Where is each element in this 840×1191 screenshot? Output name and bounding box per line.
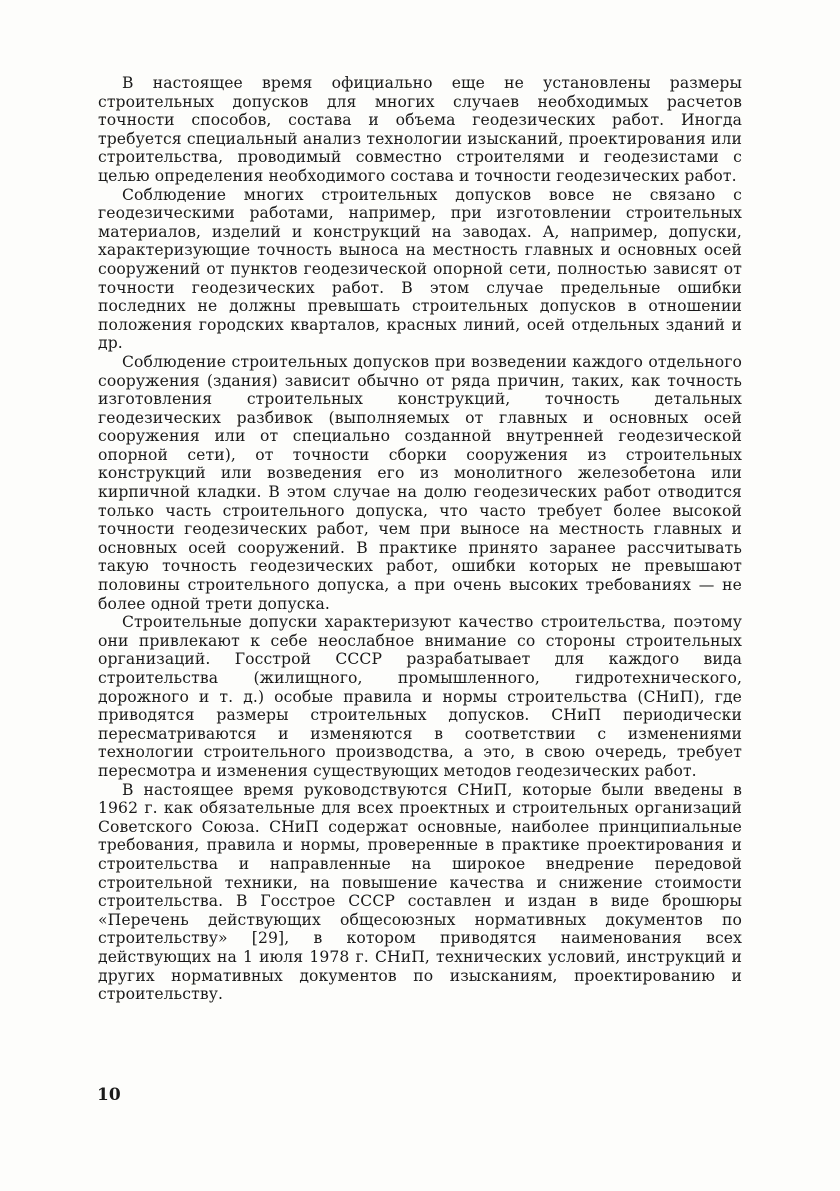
paragraph-3: Соблюдение строительных допусков при возведении каждого отдельного сооружения (здания) зависит обычно от ряда причин, таких, как точность изготовления строительных конструкций, точность детальных геодезических разбивок (выполняемых от главных и основных осей сооружения или от специально созданной внутренней геодезической опорной сети), от точности сборки сооружения из строительных конструкций или возведения его из монолитного железобетона или кирпичной кладки. В этом случае на долю геодезических работ отводится только часть строительного допуска, что часто требует более высокой точности геодезических работ, чем при выносе на местность главных и основных осей сооружений. В практике принято заранее рассчитывать такую точность геодезических работ, ошибки которых не превышают половины строительного допуска, а при очень высоких требованиях — не более одной трети допуска. (98, 352, 742, 613)
paragraph-1: В настоящее время официально еще не установлены размеры строительных допусков для многих случаев необходимых расчетов точности способов, состава и объема геодезических работ. Иногда требуется специальный анализ технологии изысканий, проектирования или строительства, проводимый совместно строителями и геодезистами с целью определения необходимого состава и точности геодезических работ. (98, 74, 742, 185)
paragraph-2: Соблюдение многих строительных допусков вовсе не связано с геодезическими работами, например, при изготовлении строительных материалов, изделий и конструкций на заводах. А, например, допуски, характеризующие точность выноса на местность главных и основных осей сооружений от пунктов геодезической опорной сети, полностью зависят от точности геодезических работ. В этом случае предельные ошибки последних не должны превышать строительных допусков в отношении положения городских кварталов, красных линий, осей отдельных зданий и др. (98, 185, 742, 353)
paragraph-4: Строительные допуски характеризуют качество строительства, поэтому они привлекают к себе неослабное внимание со стороны строительных организаций. Госстрой СССР разрабатывает для каждого вида строительства (жилищного, промышленного, гидротехнического, дорожного и т. д.) особые правила и нормы строительства (СНиП), где приводятся размеры строительных допусков. СНиП периодически пересматриваются и изменяются в соответствии с изменениями технологии строительного производства, а это, в свою очередь, требует пересмотра и изменения существующих методов геодезических работ. (98, 613, 742, 780)
page-number: 10 (97, 1085, 121, 1105)
body-text (98, 74, 742, 1004)
paragraph-5: В настоящее время руководствуются СНиП, которые были введены в 1962 г. как обязательные для всех проектных и строительных организаций Советского Союза. СНиП содержат основные, наиболее принципиальные требования, правила и нормы, проверенные в практике проектирования и строительства и направленные на широкое внедрение передовой строительной техники, на повышение качества и снижение стоимости строительства. В Госстрое СССР составлен и издан в виде брошюры «Перечень действующих общесоюзных нормативных документов по строительству» [29], в котором приводятся наименования всех действующих на 1 июля 1978 г. СНиП, технических условий, инструкций и других нормативных документов по изысканиям, проектированию и строительству. (98, 780, 742, 1004)
